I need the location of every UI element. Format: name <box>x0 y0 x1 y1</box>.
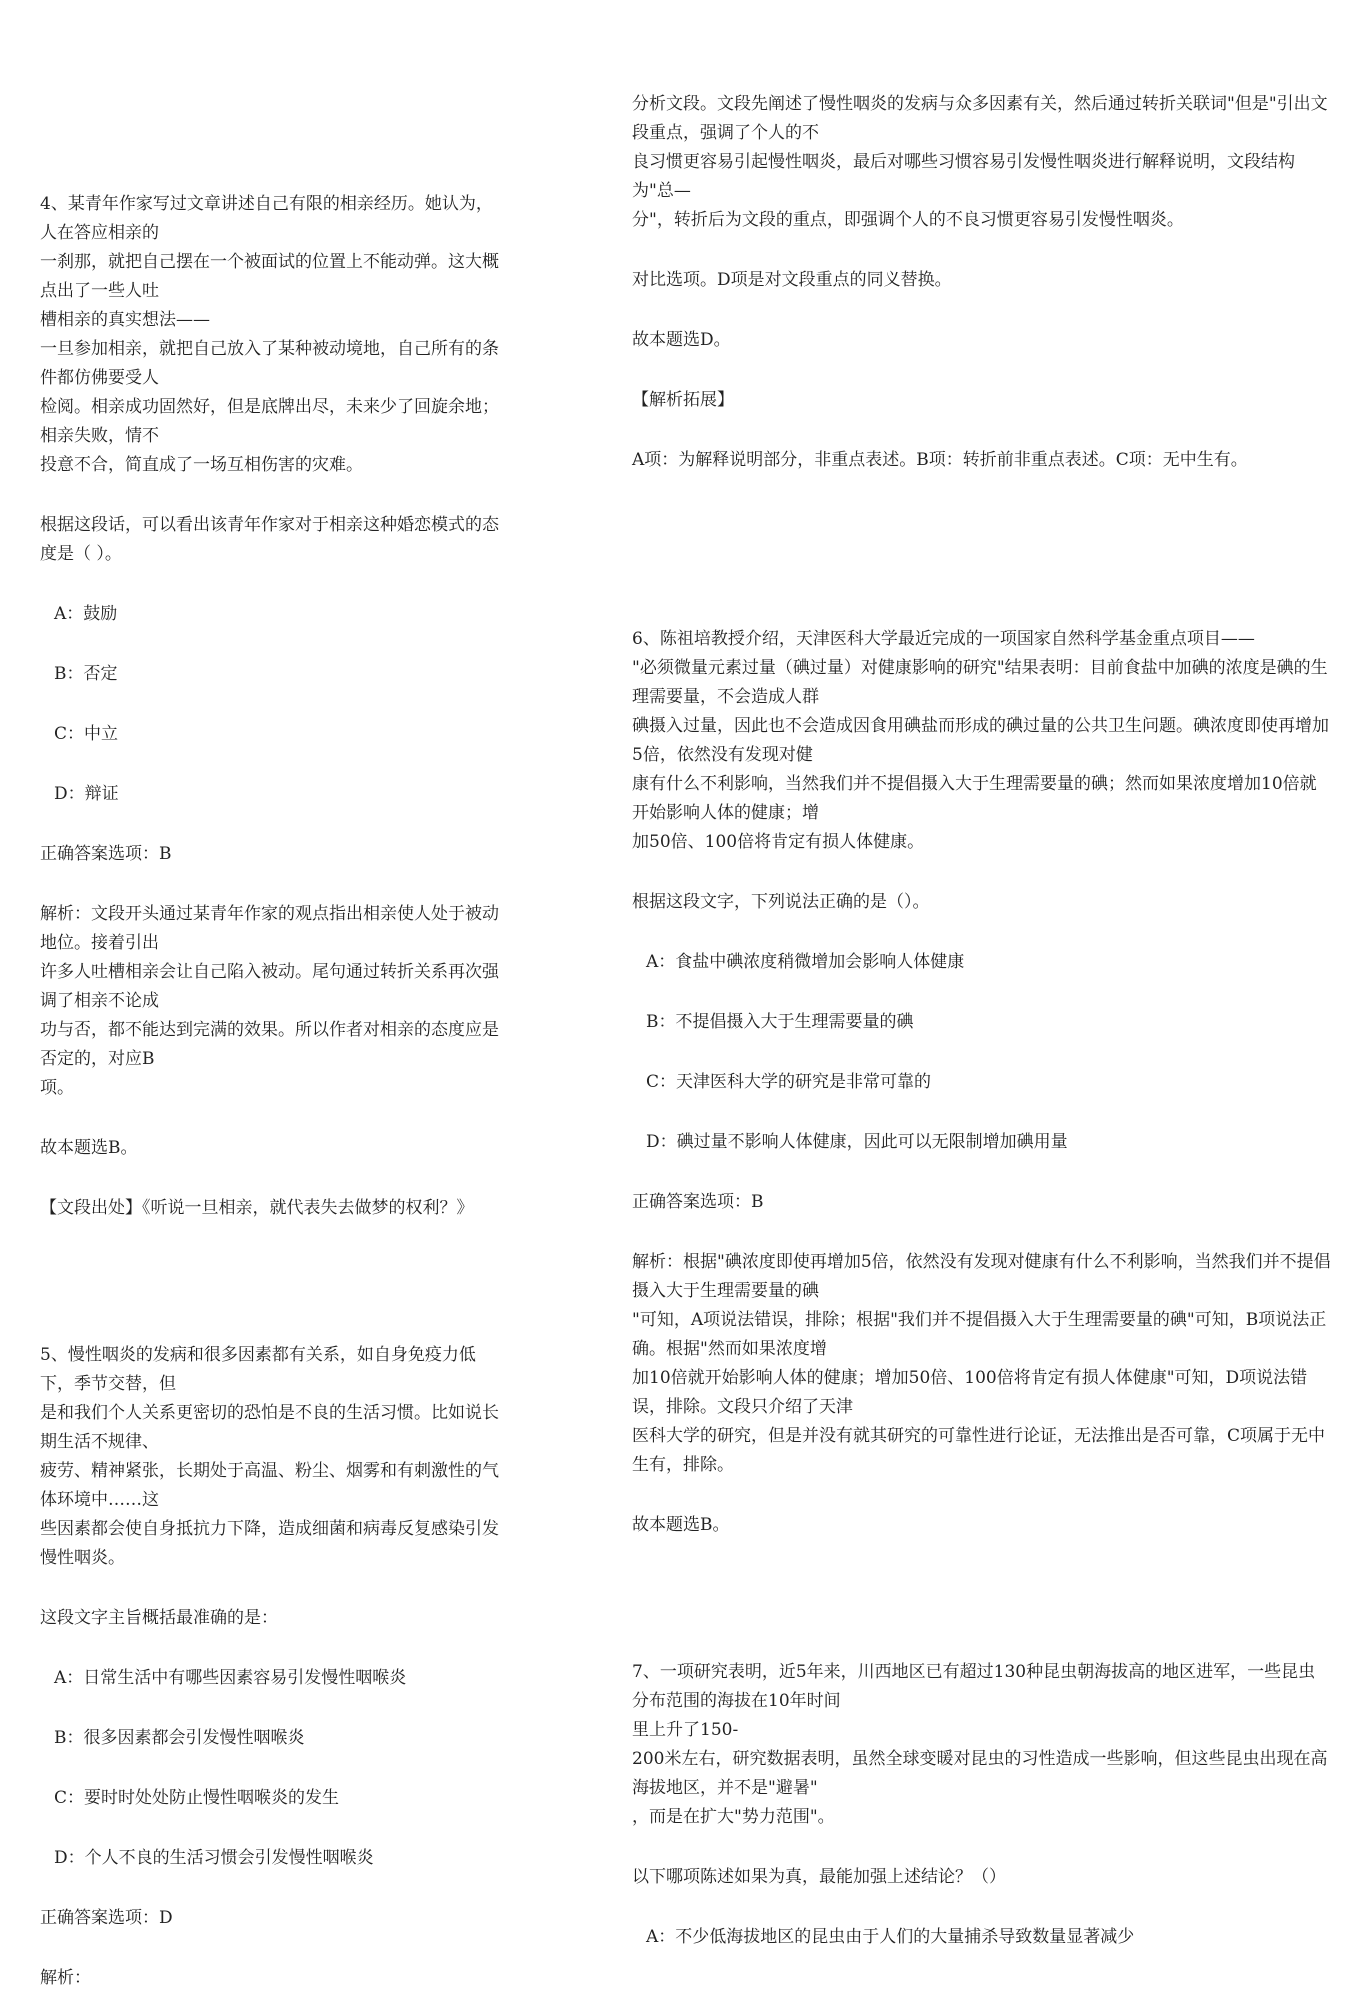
question-7-stem <box>632 1658 1332 1832</box>
analysis-line: 分"，转折后为文段的重点，即强调个人的不良习惯更容易引发慢性咽炎。 <box>632 210 1184 230</box>
question-5-compare: 对比选项。D项是对文段重点的同义替换。 <box>632 270 952 290</box>
question-6-stem <box>632 625 1332 857</box>
question-4-conclusion: 故本题选B。 <box>40 1138 138 1158</box>
question-6-option-c: C：天津医科大学的研究是非常可靠的 <box>646 1072 932 1092</box>
left-column <box>40 190 500 1993</box>
question-4-option-b: B：否定 <box>54 664 118 684</box>
question-6-conclusion: 故本题选B。 <box>632 1515 730 1535</box>
stem-line: 是和我们个人关系更密切的恐怕是不良的生活习惯。比如说长期生活不规律、 <box>40 1403 499 1452</box>
question-5-extension-label: 【解析拓展】 <box>632 390 734 410</box>
question-5-option-d: D：个人不良的生活习惯会引发慢性咽喉炎 <box>54 1848 374 1868</box>
stem-line: ，而是在扩大"势力范围"。 <box>632 1807 835 1827</box>
right-column <box>632 90 1332 1952</box>
question-7-option-a: A：不少低海拔地区的昆虫由于人们的大量捕杀导致数量显著减少 <box>646 1927 1135 1947</box>
stem-line: 5、慢性咽炎的发病和很多因素都有关系，如自身免疫力低下，季节交替，但 <box>40 1345 476 1394</box>
question-4-source: 【文段出处】《听说一旦相亲，就代表失去做梦的权利？》 <box>40 1198 474 1218</box>
analysis-line: 功与否，都不能达到完满的效果。所以作者对相亲的态度应是否定的，对应B <box>40 1020 499 1069</box>
stem-line: 投意不合，简直成了一场互相伤害的灾难。 <box>40 455 363 475</box>
stem-line: 加50倍、100倍将肯定有损人体健康。 <box>632 832 925 852</box>
stem-line: 些因素都会使自身抵抗力下降，造成细菌和病毒反复感染引发慢性咽炎。 <box>40 1519 499 1568</box>
stem-line: 一旦参加相亲，就把自己放入了某种被动境地，自己所有的条件都仿佛要受人 <box>40 339 499 388</box>
question-6-answer: 正确答案选项：B <box>632 1192 764 1212</box>
question-7-question: 以下哪项陈述如果为真，最能加强上述结论？（） <box>632 1867 1006 1887</box>
analysis-line: 分析文段。文段先阐述了慢性咽炎的发病与众多因素有关，然后通过转折关联词"但是"引出文段重点，强调了个人的不 <box>632 94 1328 143</box>
question-6-option-d: D：碘过量不影响人体健康，因此可以无限制增加碘用量 <box>646 1132 1068 1152</box>
analysis-line: 解析：根据"碘浓度即使再增加5倍，依然没有发现对健康有什么不利影响，当然我们并不提倡摄入大于生理需要量的碘 <box>632 1252 1331 1301</box>
stem-line: "必须微量元素过量（碘过量）对健康影响的研究"结果表明：目前食盐中加碘的浓度是碘的生理需要量，不会造成人群 <box>632 658 1328 707</box>
question-6-option-b: B：不提倡摄入大于生理需要量的碘 <box>646 1012 914 1032</box>
question-4-analysis <box>40 900 500 1103</box>
question-5-option-b: B：很多因素都会引发慢性咽喉炎 <box>54 1728 305 1748</box>
stem-line: 一刹那，就把自己摆在一个被面试的位置上不能动弹。这大概点出了一些人吐 <box>40 252 499 301</box>
analysis-line: 解析：文段开头通过某青年作家的观点指出相亲使人处于被动地位。接着引出 <box>40 904 499 953</box>
question-5-question: 这段文字主旨概括最准确的是： <box>40 1608 278 1628</box>
question-6-option-a: A：食盐中碘浓度稍微增加会影响人体健康 <box>646 952 965 972</box>
stem-line: 槽相亲的真实想法—— <box>40 310 210 330</box>
question-5-conclusion: 故本题选D。 <box>632 330 731 350</box>
stem-line: 6、陈祖培教授介绍，天津医科大学最近完成的一项国家自然科学基金重点项目—— <box>632 629 1255 649</box>
analysis-line: 良习惯更容易引起慢性咽炎，最后对哪些习惯容易引发慢性咽炎进行解释说明，文段结构为"总— <box>632 152 1295 201</box>
analysis-line: 加10倍就开始影响人体的健康；增加50倍、100倍将肯定有损人体健康"可知，D项说法错误，排除。文段只介绍了天津 <box>632 1368 1308 1417</box>
stem-line: 里上升了150- <box>632 1720 739 1740</box>
stem-line: 4、某青年作家写过文章讲述自己有限的相亲经历。她认为，人在答应相亲的 <box>40 194 493 243</box>
stem-line: 检阅。相亲成功固然好，但是底牌出尽，未来少了回旋余地；相亲失败，情不 <box>40 397 499 446</box>
question-5-analysis-label: 解析： <box>40 1968 91 1988</box>
question-4-question: 根据这段话，可以看出该青年作家对于相亲这种婚恋模式的态度是（ ）。 <box>40 515 499 564</box>
stem-line: 200米左右，研究数据表明，虽然全球变暖对昆虫的习性造成一些影响，但这些昆虫出现在高海拔地区，并不是"避暑" <box>632 1749 1328 1798</box>
analysis-line: "可知，A项说法错误，排除；根据"我们并不提倡摄入大于生理需要量的碘"可知，B项说法正确。根据"然而如果浓度增 <box>632 1310 1327 1359</box>
stem-line: 康有什么不利影响，当然我们并不提倡摄入大于生理需要量的碘；然而如果浓度增加10倍就开始影响人体的健康；增 <box>632 774 1317 823</box>
question-5-answer: 正确答案选项：D <box>40 1908 173 1928</box>
analysis-line: 项。 <box>40 1078 74 1098</box>
stem-line: 疲劳、精神紧张，长期处于高温、粉尘、烟雾和有刺激性的气体环境中……这 <box>40 1461 499 1510</box>
question-6-question: 根据这段文字，下列说法正确的是（）。 <box>632 892 930 912</box>
analysis-line: 许多人吐槽相亲会让自己陷入被动。尾句通过转折关系再次强调了相亲不论成 <box>40 962 499 1011</box>
question-6-analysis <box>632 1248 1332 1480</box>
question-4-option-a: A：鼓励 <box>54 604 118 624</box>
question-5-option-c: C：要时时处处防止慢性咽喉炎的发生 <box>54 1788 340 1808</box>
question-5-analysis-continued <box>632 90 1332 235</box>
question-4-stem <box>40 190 500 480</box>
question-4-option-d: D：辩证 <box>54 784 119 804</box>
stem-line: 碘摄入过量，因此也不会造成因食用碘盐而形成的碘过量的公共卫生问题。碘浓度即使再增加5倍，依然没有发现对健 <box>632 716 1329 765</box>
question-5-stem <box>40 1341 500 1573</box>
question-5-extension: A项：为解释说明部分，非重点表述。B项：转折前非重点表述。C项：无中生有。 <box>632 450 1248 470</box>
question-5-option-a: A：日常生活中有哪些因素容易引发慢性咽喉炎 <box>54 1668 407 1688</box>
analysis-line: 医科大学的研究，但是并没有就其研究的可靠性进行论证，无法推出是否可靠，C项属于无中生有，排除。 <box>632 1426 1326 1475</box>
question-4-option-c: C：中立 <box>54 724 119 744</box>
question-4-answer: 正确答案选项：B <box>40 844 172 864</box>
stem-line: 7、一项研究表明，近5年来，川西地区已有超过130种昆虫朝海拔高的地区进军，一些昆虫分布范围的海拔在10年时间 <box>632 1662 1316 1711</box>
